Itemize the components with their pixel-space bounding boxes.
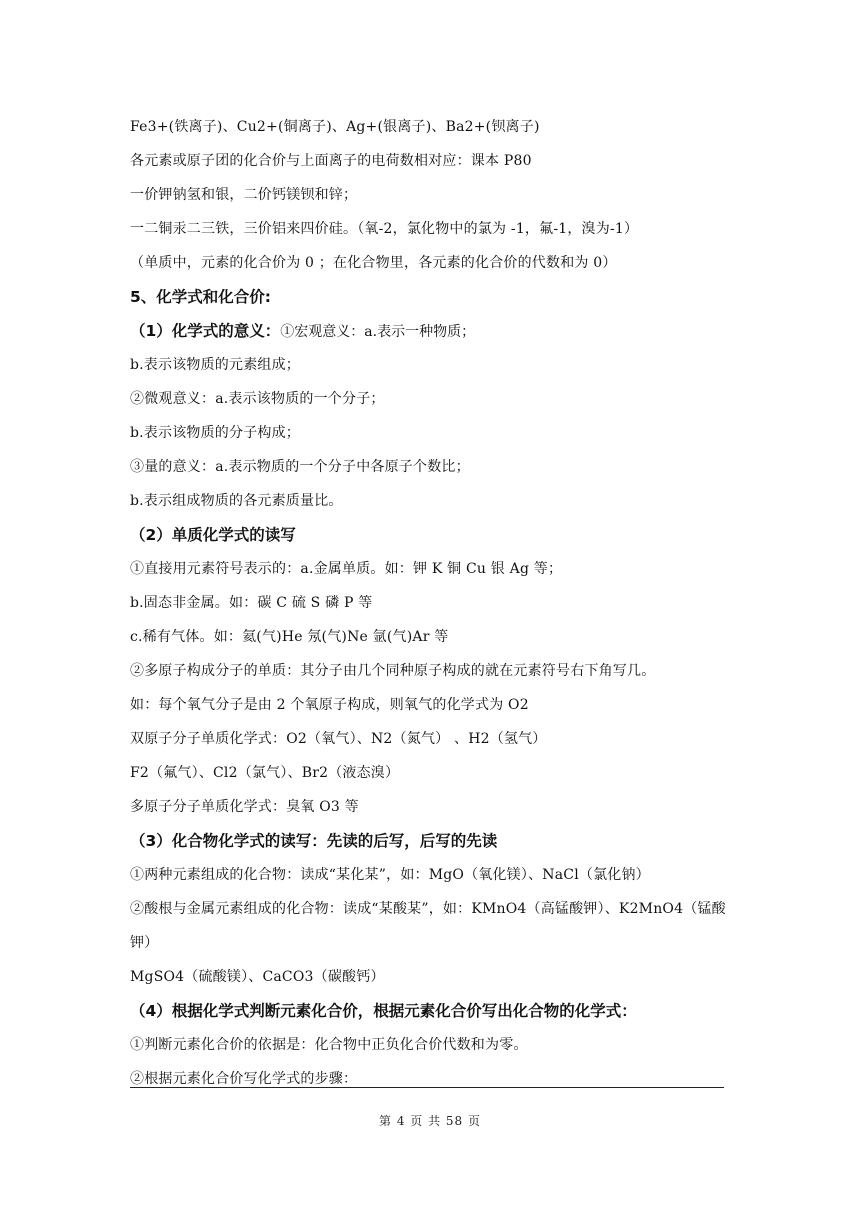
page-body [130, 110, 740, 1096]
subsection-3-wrapped-line: ②酸根与金属元素组成的化合物：读成“某酸某”，如：KMnO4（高锰酸钾）、K2MnO4（锰酸钾） [130, 901, 726, 951]
footer-divider [130, 1087, 724, 1088]
subsection-1-line: ③量的意义：a.表示物质的一个分子中各原子个数比； [130, 459, 470, 475]
subsection-1-line: b.表示该物质的元素组成； [130, 357, 301, 373]
valence-note-line: 各元素或原子团的化合价与上面离子的电荷数相对应：课本 P80 [130, 153, 532, 169]
subsection-2-line: 如：每个氧气分子是由 2 个氧原子构成，则氧气的化学式为 O2 [130, 697, 529, 713]
subsection-3-line: MgSO4（硫酸镁）、CaCO3（碳酸钙） [130, 969, 385, 985]
subsection-1-line: b.表示该物质的分子构成； [130, 425, 301, 441]
subsection-2-line: b.固态非金属。如：碳 C 硫 S 磷 P 等 [130, 595, 373, 611]
valence-mnemonic-line-1: 一价钾钠氢和银，二价钙镁钡和锌； [130, 187, 358, 203]
ion-list-line: Fe3+(铁离子)、Cu2+(铜离子)、Ag+(银离子)、Ba2+(钡离子) [130, 119, 540, 135]
subsection-3-heading: （3）化合物化学式的读写：先读的后写，后写的先读 [130, 832, 498, 850]
subsection-4-line: ②根据元素化合价写化学式的步骤： [130, 1071, 358, 1087]
subsection-2-line: ①直接用元素符号表示的：a.金属单质。如：钾 K 铜 Cu 银 Ag 等； [130, 561, 563, 577]
subsection-1-title: （1）化学式的意义： [130, 322, 281, 340]
subsection-2-line: c.稀有气体。如：氦(气)He 氖(气)Ne 氩(气)Ar 等 [130, 629, 449, 645]
subsection-1-inline-text: ①宏观意义：a.表示一种物质； [280, 324, 476, 340]
subsection-1-line: ②微观意义：a.表示该物质的一个分子； [130, 391, 385, 407]
subsection-2-line: 多原子分子单质化学式：臭氧 O3 等 [130, 799, 359, 815]
subsection-1-heading [130, 314, 740, 348]
subsection-2-line: 双原子分子单质化学式：O2（氧气）、N2（氮气） 、H2（氢气） [130, 731, 547, 747]
subsection-2-heading: （2）单质化学式的读写 [130, 526, 296, 544]
subsection-2-line: ②多原子构成分子的单质：其分子由几个同种原子构成的就在元素符号右下角写几。 [130, 663, 656, 679]
subsection-2-line: F2（氟气）、Cl2（氯气）、Br2（液态溴） [130, 765, 400, 781]
valence-rule-line: （单质中，元素的化合价为 0 ；在化合物里，各元素的化合价的代数和为 0） [130, 255, 617, 271]
subsection-4-heading: （4）根据化学式判断元素化合价，根据元素化合价写出化合物的化学式： [130, 1002, 637, 1020]
subsection-4-line: ①判断元素化合价的依据是：化合物中正负化合价代数和为零。 [130, 1037, 528, 1053]
subsection-3-line: ①两种元素组成的化合物：读成“某化某”，如：MgO（氧化镁）、NaCl（氯化钠） [130, 867, 650, 883]
subsection-1-line: b.表示组成物质的各元素质量比。 [130, 493, 343, 509]
section-5-heading: 5、化学式和化合价: [130, 288, 271, 306]
page-number: 第 4 页 共 58 页 [379, 1114, 481, 1128]
valence-mnemonic-line-2: 一二铜汞二三铁，三价铝来四价硅。（氧-2，氯化物中的氯为 -1，氟-1，溴为-1） [130, 221, 639, 237]
